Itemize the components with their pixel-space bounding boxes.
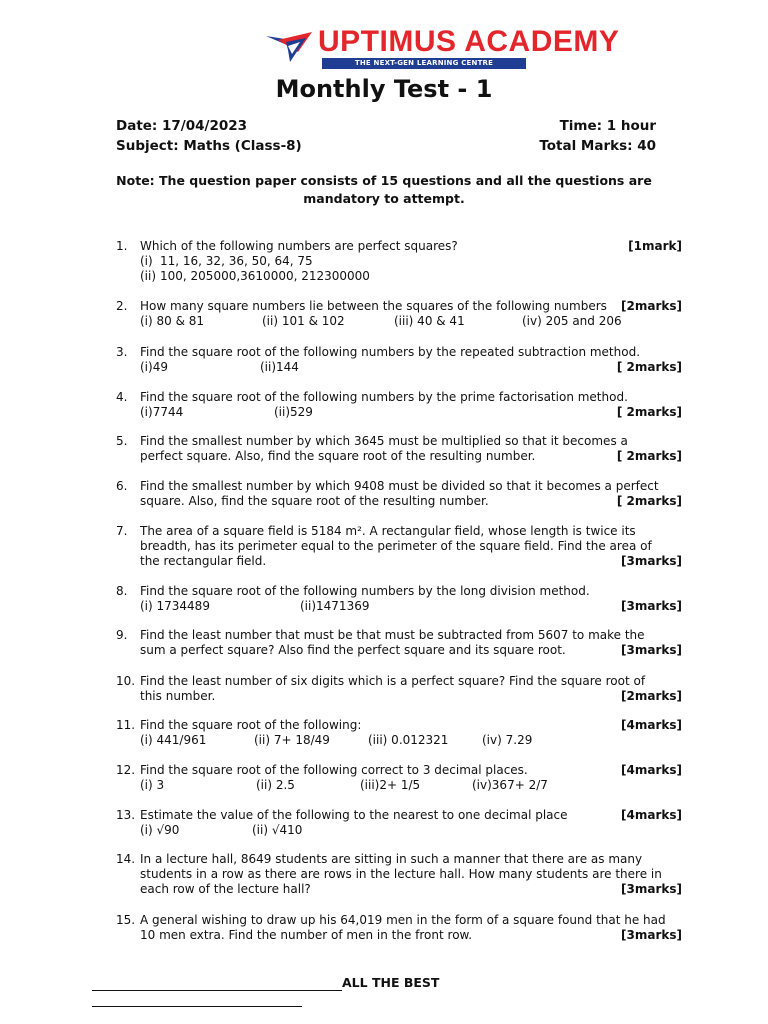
question-text-line xyxy=(140,867,682,882)
subpart: (ii) √410 xyxy=(252,823,303,837)
question-text-line xyxy=(140,299,682,314)
question-10 xyxy=(116,674,682,704)
question-number: 11. xyxy=(116,718,136,732)
subpart: (i)49 xyxy=(140,360,168,374)
subpart: (iii)2+ 1/5 xyxy=(360,778,421,792)
question-text: Find the square root of the following: xyxy=(140,718,362,732)
subpart: (iii) 40 & 41 xyxy=(394,314,465,328)
footer xyxy=(92,975,638,1007)
question-number: 12. xyxy=(116,763,136,777)
subpart: (iv)367+ 2/7 xyxy=(472,778,548,792)
question-marks: [2marks] xyxy=(621,299,682,313)
question-body xyxy=(140,524,682,569)
question-number: 8. xyxy=(116,584,128,598)
question-body xyxy=(140,345,682,375)
subpart: (iv) 7.29 xyxy=(482,733,533,747)
subpart: (i) 80 & 81 xyxy=(140,314,205,328)
subpart: (i) 441/961 xyxy=(140,733,207,747)
question-marks: [3marks] xyxy=(621,643,682,657)
test-subject: Subject: Maths (Class-8) xyxy=(116,138,302,154)
question-marks: [ 2marks] xyxy=(616,449,682,463)
subpart: 100, 205000,3610000, 212300000 xyxy=(160,269,370,283)
question-text: How many square numbers lie between the squares of the following numbers xyxy=(140,299,607,313)
subpart: (ii) 101 & 102 xyxy=(262,314,345,328)
subpart: (ii) xyxy=(140,269,157,283)
question-marks: [3marks] xyxy=(621,882,682,896)
question-text: 10 men extra. Find the number of men in the front row. xyxy=(140,928,473,942)
question-text: Which of the following numbers are perfect squares? xyxy=(140,239,458,253)
question-body xyxy=(140,852,682,897)
subpart-row xyxy=(140,823,682,838)
question-body xyxy=(140,913,682,943)
question-text-line xyxy=(140,479,682,494)
question-text-line xyxy=(140,808,682,823)
subpart-row xyxy=(140,254,682,269)
subpart-row xyxy=(140,405,682,420)
subpart: 11, 16, 32, 36, 50, 64, 75 xyxy=(160,254,313,268)
question-body xyxy=(140,763,682,793)
subpart: (ii)144 xyxy=(260,360,299,374)
question-body xyxy=(140,628,682,658)
question-number: 7. xyxy=(116,524,128,538)
question-text: perfect square. Also, find the square root of the resulting number. xyxy=(140,449,536,463)
question-body xyxy=(140,718,682,748)
subpart: (i)7744 xyxy=(140,405,184,419)
subpart-row xyxy=(140,599,682,614)
question-marks: [2marks] xyxy=(621,689,682,703)
question-body xyxy=(140,584,682,614)
question-marks: [ 2marks] xyxy=(616,360,682,374)
question-text-line xyxy=(140,718,682,733)
page-title: Monthly Test - 1 xyxy=(275,75,493,103)
question-text: Find the square root of the following numbers by the repeated subtraction method. xyxy=(140,345,641,359)
question-marks: [4marks] xyxy=(621,763,682,777)
question-marks: [ 2marks] xyxy=(616,494,682,508)
question-text-line xyxy=(140,449,682,464)
subpart-row xyxy=(140,733,682,748)
question-5 xyxy=(116,434,682,464)
subpart-row xyxy=(140,269,682,284)
question-text-line xyxy=(140,689,682,704)
question-text: In a lecture hall, 8649 students are sitting in such a manner that there are as many xyxy=(140,852,643,866)
question-text-line xyxy=(140,554,682,569)
instructions-note: Note: The question paper consists of 15 questions and all the questions are mandatory to attempt. xyxy=(116,173,652,206)
subpart: (ii)529 xyxy=(274,405,313,419)
footer-line-left xyxy=(92,979,342,991)
subpart: (i) xyxy=(140,254,153,268)
question-text: each row of the lecture hall? xyxy=(140,882,311,896)
test-time: Time: 1 hour xyxy=(559,118,656,134)
subpart-row xyxy=(140,314,682,329)
question-text: Find the square root of the following numbers by the prime factorisation method. xyxy=(140,390,628,404)
question-text-line xyxy=(140,628,682,643)
brand-name: UPTIMUS ACADEMY xyxy=(318,25,620,58)
question-marks: [ 2marks] xyxy=(616,405,682,419)
question-text: square. Also, find the square root of the resulting number. xyxy=(140,494,489,508)
question-text: breadth, has its perimeter equal to the perimeter of the square field. Find the area of xyxy=(140,539,652,553)
question-text-line xyxy=(140,852,682,867)
question-marks: [3marks] xyxy=(621,554,682,568)
academy-logo xyxy=(264,28,316,70)
question-3 xyxy=(116,345,682,375)
question-text: Find the least number of six digits which is a perfect square? Find the square root of xyxy=(140,674,646,688)
subpart: (iv) 205 and 206 xyxy=(522,314,622,328)
question-text-line xyxy=(140,524,682,539)
question-text-line xyxy=(140,239,682,254)
question-body xyxy=(140,434,682,464)
question-text: students in a row as there are rows in the lecture hall. How many students are there in xyxy=(140,867,662,881)
question-body xyxy=(140,239,682,284)
subpart-row xyxy=(140,360,682,375)
question-marks: [3marks] xyxy=(621,599,682,613)
question-text: Find the least number that must be that must be subtracted from 5607 to make the xyxy=(140,628,645,642)
question-body xyxy=(140,808,682,838)
question-4 xyxy=(116,390,682,420)
question-number: 10. xyxy=(116,674,136,688)
question-marks: [1mark] xyxy=(628,239,682,253)
question-number: 9. xyxy=(116,628,128,642)
question-6 xyxy=(116,479,682,509)
question-body xyxy=(140,674,682,704)
subpart: (ii) 7+ 18/49 xyxy=(254,733,330,747)
question-text: A general wishing to draw up his 64,019 men in the form of a square found that he had xyxy=(140,913,666,927)
question-number: 13. xyxy=(116,808,136,822)
question-text-line xyxy=(140,494,682,509)
question-15 xyxy=(116,913,682,943)
question-2 xyxy=(116,299,682,329)
question-text-line xyxy=(140,584,682,599)
subpart: (ii)1471369 xyxy=(300,599,370,613)
question-text: this number. xyxy=(140,689,216,703)
question-7 xyxy=(116,524,682,569)
question-text: Find the smallest number by which 3645 must be multiplied so that it becomes a xyxy=(140,434,628,448)
footer-text: ALL THE BEST xyxy=(342,975,440,990)
question-text-line xyxy=(140,539,682,554)
question-number: 1. xyxy=(116,239,128,253)
question-text-line xyxy=(140,390,682,405)
question-14 xyxy=(116,852,682,897)
brand-tagline: THE NEXT-GEN LEARNING CENTRE xyxy=(322,58,526,69)
question-text-line xyxy=(140,913,682,928)
question-text-line xyxy=(140,643,682,658)
question-number: 5. xyxy=(116,434,128,448)
question-text-line xyxy=(140,928,682,943)
question-number: 3. xyxy=(116,345,128,359)
test-date: Date: 17/04/2023 xyxy=(116,118,248,134)
question-number: 14. xyxy=(116,852,136,866)
test-total-marks: Total Marks: 40 xyxy=(539,138,656,154)
question-text-line xyxy=(140,882,682,897)
question-body xyxy=(140,479,682,509)
subpart: (i) 3 xyxy=(140,778,165,792)
question-text: The area of a square field is 5184 m². A rectangular field, whose length is twice its xyxy=(140,524,636,538)
question-body xyxy=(140,390,682,420)
question-text: Estimate the value of the following to the nearest to one decimal place xyxy=(140,808,568,822)
subpart: (ii) 2.5 xyxy=(256,778,295,792)
question-number: 2. xyxy=(116,299,128,313)
question-13 xyxy=(116,808,682,838)
question-text-line xyxy=(140,434,682,449)
question-12 xyxy=(116,763,682,793)
question-text: the rectangular field. xyxy=(140,554,267,568)
question-text-line xyxy=(140,345,682,360)
question-number: 15. xyxy=(116,913,136,927)
question-8 xyxy=(116,584,682,614)
question-text: Find the square root of the following numbers by the long division method. xyxy=(140,584,590,598)
question-1 xyxy=(116,239,682,284)
question-text-line xyxy=(140,763,682,778)
question-text-line xyxy=(140,674,682,689)
question-number: 4. xyxy=(116,390,128,404)
question-text: Find the square root of the following correct to 3 decimal places. xyxy=(140,763,528,777)
question-body xyxy=(140,299,682,329)
question-marks: [4marks] xyxy=(621,808,682,822)
question-text: Find the smallest number by which 9408 must be divided so that it becomes a perfect xyxy=(140,479,659,493)
footer-line-right xyxy=(92,995,302,1007)
subpart: (i) 1734489 xyxy=(140,599,210,613)
subpart: (i) √90 xyxy=(140,823,180,837)
question-9 xyxy=(116,628,682,658)
question-text: sum a perfect square? Also find the perfect square and its square root. xyxy=(140,643,566,657)
question-marks: [4marks] xyxy=(621,718,682,732)
question-number: 6. xyxy=(116,479,128,493)
question-11 xyxy=(116,718,682,748)
question-marks: [3marks] xyxy=(621,928,682,942)
subpart: (iii) 0.012321 xyxy=(368,733,449,747)
subpart-row xyxy=(140,778,682,793)
